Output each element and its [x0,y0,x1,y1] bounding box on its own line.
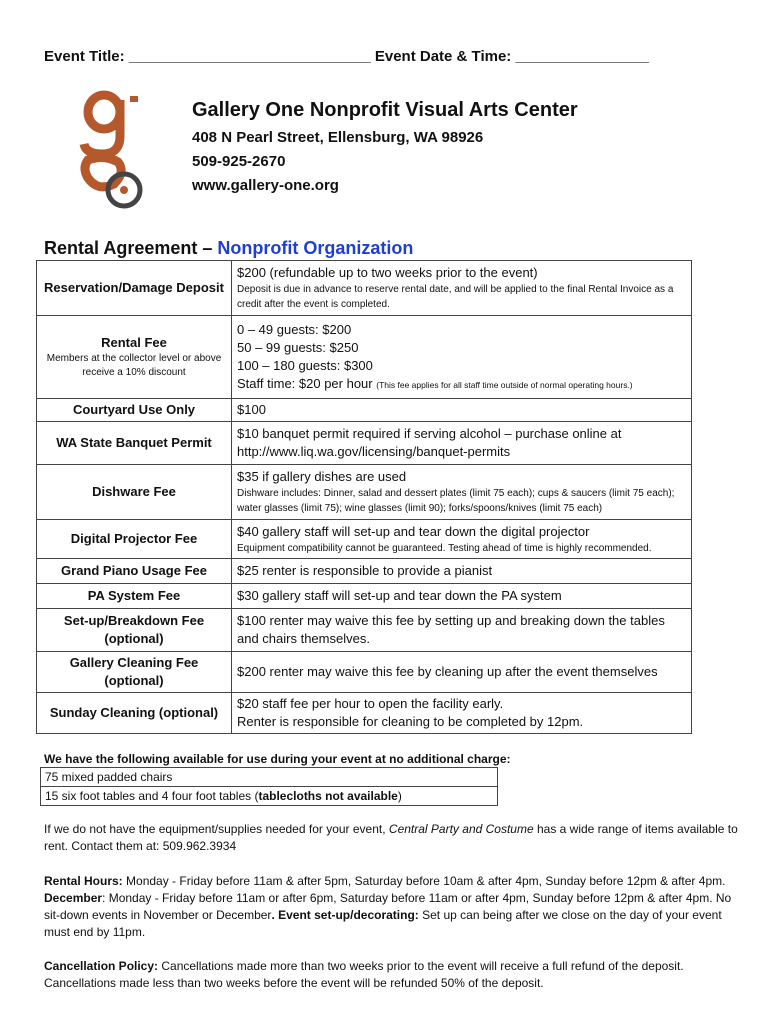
gallery-one-logo [74,88,164,212]
equipment-note-suffix: has a wide range of items available to rent. Contact them at: 509.962.3934 [44,822,738,853]
fee-detail [232,520,692,559]
equipment-note-prefix: If we do not have the equipment/supplies needed for your event, [44,822,389,836]
rental-hours [44,873,744,941]
table-row [37,316,692,399]
fee-main: $40 gallery staff will set-up and tear down the digital projector [237,523,590,539]
staff-time-note: (This fee applies for all staff time outside of normal operating hours.) [376,379,633,390]
agreement-title [44,238,413,259]
table-row [41,787,498,806]
table-row [37,399,692,422]
fee-detail [232,465,692,520]
fee-label-text: Rental Fee [101,335,167,350]
fee-main: $100 renter may waive this fee by setting up and breaking down the tables and chairs themselves. [232,609,692,652]
available-item-text: 15 six foot tables and 4 four foot tables ( [45,789,259,803]
table-row [37,520,692,559]
table-row [37,693,692,734]
rental-tier: 100 – 180 guests: $300 [237,357,373,373]
fee-label: Reservation/Damage Deposit [37,261,232,316]
fee-label-sub: Members at the collector level or above receive a 10% discount [46,353,222,378]
table-row [37,261,692,316]
table-row [37,609,692,652]
agreement-title-accent: Nonprofit Organization [217,238,414,258]
fee-main: $200 renter may waive this fee by cleaning up after the event themselves [232,652,692,693]
fee-label: Digital Projector Fee [37,520,232,559]
org-address: 408 N Pearl Street, Ellensburg, WA 98926 [192,129,484,146]
setup-text: Set up can being after we close on the day of your event must end by 11pm. [44,908,722,939]
fee-main-2: Renter is responsible for cleaning to be completed by 12pm. [237,714,584,729]
available-item-close: ) [397,789,402,803]
fee-label: Sunday Cleaning (optional) [37,693,232,734]
event-date-blank[interactable]: ________________ [515,48,649,65]
table-row [41,768,498,787]
fee-detail [232,261,692,316]
fee-main: $10 banquet permit required if serving alcohol – purchase online at http://www.liq.wa.gov/licensing/banquet-permits [232,422,692,465]
cancellation-label: Cancellation Policy: [44,959,159,973]
rental-hours-text: Monday - Friday before 11am & after 5pm, Saturday before 10am & after 4pm, Sunday before 12pm & after 4pm. [122,874,726,888]
fee-table [36,260,692,734]
table-row [37,465,692,520]
staff-time [237,375,686,394]
table-row [37,584,692,609]
setup-label: . Event set-up/decorating: [271,908,419,922]
fee-label: Courtyard Use Only [37,399,232,422]
available-item [41,787,498,806]
fee-detail [232,316,692,399]
rental-tier: 0 – 49 guests: $200 [237,321,352,337]
fee-label: Dishware Fee [37,465,232,520]
fee-main: $20 staff fee per hour to open the facility early. [237,696,504,711]
staff-time-main: Staff time: $20 per hour [237,375,373,391]
vendor-name: Central Party and Costume [388,822,534,836]
available-item: 75 mixed padded chairs [41,768,498,787]
rental-tier: 50 – 99 guests: $250 [237,339,359,355]
event-title-label: Event Title: [44,48,125,65]
org-name: Gallery One Nonprofit Visual Arts Center [192,99,578,121]
fee-note: Dishware includes: Dinner, salad and dessert plates (limit 75 each); cups & saucers (limit 75 each); water glasses (limit 75); wine glasses (limit 90); forks/spoons/knives (limit 75 each) [237,488,675,514]
fee-label: PA System Fee [37,584,232,609]
cancellation-policy [44,958,744,992]
table-row [37,559,692,584]
event-header-line [44,48,649,65]
available-title: We have the following available for use during your event at no additional charge: [44,752,511,766]
fee-note: Equipment compatibility cannot be guaranteed. Testing ahead of time is highly recommended. [237,542,652,554]
fee-label: Gallery Cleaning Fee (optional) [37,652,232,693]
december-text: : Monday - Friday before 11am or after 6pm, Saturday before 11am or after 4pm, Sunday before 12pm & after 4pm. No sit-down events in November or December [44,891,732,922]
fee-label: WA State Banquet Permit [37,422,232,465]
equipment-note [44,821,744,855]
fee-main: $100 [232,399,692,422]
table-row [37,652,692,693]
event-title-blank[interactable]: _____________________________ [128,48,371,65]
fee-main: $200 (refundable up to two weeks prior to the event) [237,265,538,280]
fee-detail [232,693,692,734]
fee-label: Grand Piano Usage Fee [37,559,232,584]
fee-label [37,316,232,399]
december-label: December [44,891,103,905]
org-website[interactable]: www.gallery-one.org [192,177,339,194]
cancellation-text: Cancellations made more than two weeks prior to the event will receive a full refund of the deposit. Cancellations made less than two weeks before the event will be refunded 50% of the deposit. [44,959,684,990]
fee-main: $25 renter is responsible to provide a pianist [232,559,692,584]
fee-main: $35 if gallery dishes are used [237,469,407,484]
rental-hours-label: Rental Hours: [44,874,123,888]
fee-note: Deposit is due in advance to reserve rental date, and will be applied to the final Rental Invoice as a credit after the event is completed. [237,284,674,310]
event-date-label: Event Date & Time: [374,48,512,65]
tablecloth-note: tablecloths not available [258,789,398,803]
org-phone: 509-925-2670 [192,153,286,170]
table-row [37,422,692,465]
agreement-title-prefix: Rental Agreement – [44,238,218,258]
available-table [40,767,498,806]
fee-main: $30 gallery staff will set-up and tear down the PA system [232,584,692,609]
fee-label: Set-up/Breakdown Fee (optional) [37,609,232,652]
